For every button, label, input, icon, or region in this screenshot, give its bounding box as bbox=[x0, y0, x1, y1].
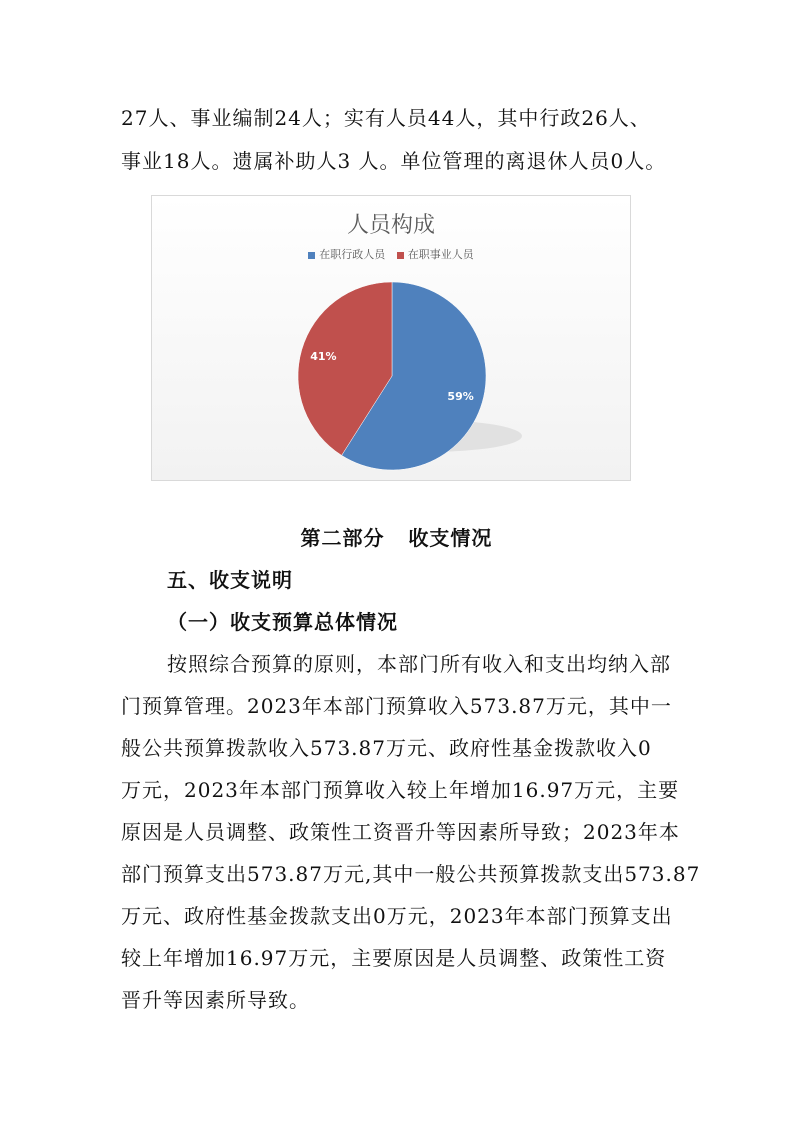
pie-slice-label: 59% bbox=[447, 389, 474, 403]
heading-level1: 五、收支说明 bbox=[167, 568, 293, 592]
body-line: 晋升等因素所导致。 bbox=[121, 988, 310, 1012]
legend-label: 在职行政人员 bbox=[319, 248, 386, 261]
section-title: 第二部分 收支情况 bbox=[300, 526, 493, 550]
legend-label: 在职事业人员 bbox=[407, 248, 474, 261]
body-line: 般公共预算拨款收入573.87万元、政府性基金拨款收入0 bbox=[121, 736, 652, 760]
body-line: 万元，2023年本部门预算收入较上年增加16.97万元，主要 bbox=[121, 778, 680, 802]
pie-chart bbox=[151, 195, 631, 481]
paragraph-line: 事业18人。遗属补助人3 人。单位管理的离退休人员0人。 bbox=[121, 149, 667, 173]
body-line: 万元、政府性基金拨款支出0万元，2023年本部门预算支出 bbox=[121, 904, 673, 928]
body-line: 部门预算支出573.87万元,其中一般公共预算拨款支出573.87 bbox=[121, 862, 701, 886]
paragraph-line: 27人、事业编制24人；实有人员44人，其中行政26人、 bbox=[121, 106, 651, 130]
chart-title: 人员构成 bbox=[346, 213, 435, 238]
heading-level2: （一）收支预算总体情况 bbox=[167, 610, 398, 634]
body-line: 较上年增加16.97万元，主要原因是人员调整、政策性工资 bbox=[121, 946, 667, 970]
body-line: 按照综合预算的原则，本部门所有收入和支出均纳入部 bbox=[167, 652, 671, 676]
body-line: 门预算管理。2023年本部门预算收入573.87万元，其中一 bbox=[121, 694, 672, 718]
pie-plot-area bbox=[152, 196, 632, 482]
body-line: 原因是人员调整、政策性工资晋升等因素所导致；2023年本 bbox=[121, 820, 680, 844]
pie-slice-label: 41% bbox=[310, 350, 337, 364]
